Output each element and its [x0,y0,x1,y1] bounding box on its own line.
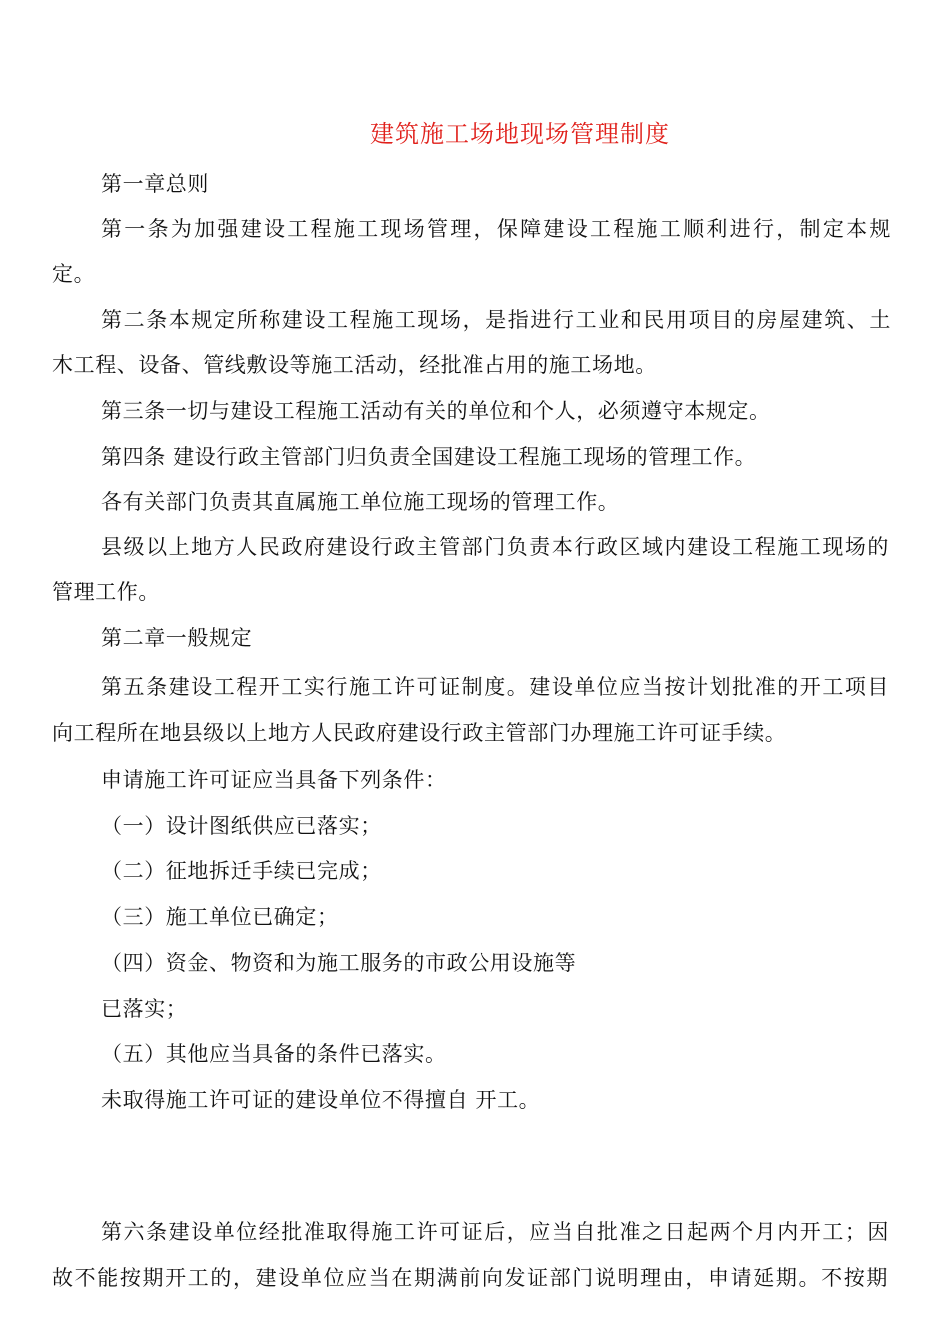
list-item: （五）其他应当具备的条件已落实。 [101,1042,447,1066]
paragraph-line: 未取得施工许可证的建设单位不得擅自 开工。 [101,1088,541,1112]
paragraph-line: 第五条建设工程开工实行施工许可证制度。建设单位应当按计划批准的开工项目 [101,675,889,699]
paragraph-line: 第二条本规定所称建设工程施工现场，是指进行工业和民用项目的房屋建筑、土 [101,308,891,332]
paragraph-line: 申请施工许可证应当具备下列条件： [101,768,447,792]
list-item: （一）设计图纸供应已落实； [101,814,382,838]
paragraph-line: 定。 [52,262,96,286]
document-title-text: 建筑施工场地现场管理制度 [370,120,670,148]
document-title [0,116,950,152]
list-item: （三）施工单位已确定； [101,905,339,929]
paragraph-line: 木工程、设备、管线敷设等施工活动，经批准占用的施工场地。 [52,353,657,377]
paragraph-line: 第一条为加强建设工程施工现场管理，保障建设工程施工顺利进行，制定本规 [101,217,891,241]
paragraph-line: 各有关部门负责其直属施工单位施工现场的管理工作。 [101,490,620,514]
paragraph-line: 第三条一切与建设工程施工活动有关的单位和个人，必须遵守本规定。 [101,399,771,423]
chapter-heading-1: 第一章总则 [101,172,209,196]
paragraph-line: 第四条 建设行政主管部门归负责全国建设工程施工现场的管理工作。 [101,445,757,469]
paragraph-line: 县级以上地方人民政府建设行政主管部门负责本行政区域内建设工程施工现场的 [101,535,889,559]
chapter-heading-2: 第二章一般规定 [101,626,253,650]
paragraph-line: 第六条建设单位经批准取得施工许可证后，应当自批准之日起两个月内开工；因 [101,1220,889,1244]
paragraph-line: 故不能按期开工的，建设单位应当在期满前向发证部门说明理由，申请延期。不按期 [52,1266,888,1290]
paragraph-line: 向工程所在地县级以上地方人民政府建设行政主管部门办理施工许可证手续。 [52,721,787,745]
list-item: （四）资金、物资和为施工服务的市政公用设施等 [101,951,577,975]
paragraph-line: 管理工作。 [52,580,160,604]
list-item: （二）征地拆迁手续已完成； [101,859,382,883]
list-item-continuation: 已落实； [101,997,188,1021]
